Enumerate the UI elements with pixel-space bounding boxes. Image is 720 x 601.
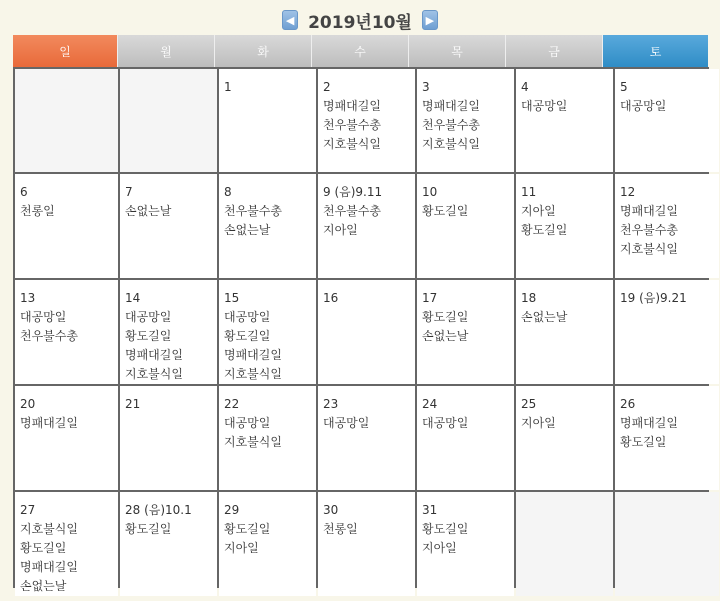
- day-event: 대공망일: [422, 416, 469, 430]
- day-event: 천우불수총: [620, 223, 678, 237]
- day-number: 25: [521, 397, 537, 411]
- weekday-sunday: 일: [13, 35, 118, 67]
- calendar-day-cell[interactable]: [15, 174, 118, 278]
- day-number: 1: [224, 80, 232, 94]
- calendar-day-cell[interactable]: [318, 386, 415, 490]
- day-number: 29: [224, 503, 240, 517]
- calendar-day-cell[interactable]: [417, 280, 514, 384]
- day-number: 19 (음)9.21: [620, 291, 687, 305]
- day-event: 명패대길일: [323, 99, 381, 113]
- calendar-day-cell[interactable]: [120, 280, 217, 384]
- day-number: 6: [20, 185, 28, 199]
- day-event: 황도길일: [224, 522, 271, 536]
- calendar-day-cell[interactable]: [417, 492, 514, 596]
- calendar-day-cell[interactable]: [219, 69, 316, 172]
- day-event: 천우불수총: [323, 204, 381, 218]
- day-event: 황도길일: [422, 522, 469, 536]
- weekday-wednesday: 수: [312, 35, 409, 67]
- day-event: 명패대길일: [620, 416, 678, 430]
- calendar-day-cell[interactable]: [516, 69, 613, 172]
- day-number: 12: [620, 185, 636, 199]
- day-event: 천롱일: [20, 204, 55, 218]
- calendar-day-cell[interactable]: [15, 386, 118, 490]
- calendar-grid: [13, 67, 709, 593]
- day-event: 지아일: [224, 541, 259, 555]
- calendar-day-cell[interactable]: [516, 174, 613, 278]
- calendar-day-cell[interactable]: [516, 280, 613, 384]
- day-number: 11: [521, 185, 537, 199]
- day-number: 15: [224, 291, 240, 305]
- day-event: 대공망일: [521, 99, 568, 113]
- weekday-thursday: 목: [409, 35, 506, 67]
- day-event: 지호불식일: [224, 435, 282, 449]
- calendar-day-cell[interactable]: [615, 69, 719, 172]
- day-event: 대공망일: [224, 310, 271, 324]
- day-event: 대공망일: [224, 416, 271, 430]
- calendar-day-cell[interactable]: [318, 69, 415, 172]
- day-number: 24: [422, 397, 438, 411]
- calendar-title: 2019년10월: [308, 12, 412, 33]
- day-event: 황도길일: [620, 435, 667, 449]
- day-number: 16: [323, 291, 339, 305]
- day-event: 손없는날: [224, 223, 271, 237]
- calendar-day-cell[interactable]: [120, 386, 217, 490]
- calendar-day-cell[interactable]: [120, 174, 217, 278]
- day-number: 13: [20, 291, 36, 305]
- calendar-cell-empty: [120, 69, 217, 172]
- day-number: 17: [422, 291, 438, 305]
- day-event: 대공망일: [125, 310, 172, 324]
- weekday-monday: 월: [118, 35, 215, 67]
- day-event: 천우불수총: [224, 204, 282, 218]
- day-event: 손없는날: [521, 310, 568, 324]
- day-number: 3: [422, 80, 430, 94]
- day-number: 22: [224, 397, 240, 411]
- day-number: 7: [125, 185, 133, 199]
- chevron-right-icon[interactable]: ▶: [422, 10, 438, 30]
- day-number: 14: [125, 291, 141, 305]
- day-event: 황도길일: [521, 223, 568, 237]
- calendar-day-cell[interactable]: [219, 174, 316, 278]
- day-number: 18: [521, 291, 537, 305]
- day-event: 손없는날: [20, 579, 67, 593]
- day-event: 천우불수총: [323, 118, 381, 132]
- day-event: 명패대길일: [20, 416, 78, 430]
- calendar-day-cell[interactable]: [417, 69, 514, 172]
- calendar-day-cell[interactable]: [615, 280, 719, 384]
- day-event: 명패대길일: [620, 204, 678, 218]
- calendar-day-cell[interactable]: [417, 174, 514, 278]
- day-event: 지아일: [323, 223, 358, 237]
- day-number: 10: [422, 185, 438, 199]
- day-number: 8: [224, 185, 232, 199]
- weekday-saturday: 토: [603, 35, 708, 67]
- calendar-header: [0, 8, 720, 32]
- day-number: 5: [620, 80, 628, 94]
- calendar: [13, 35, 709, 593]
- day-event: 지아일: [422, 541, 457, 555]
- day-event: 지호불식일: [422, 137, 480, 151]
- day-event: 천우불수총: [422, 118, 480, 132]
- day-number: 31: [422, 503, 438, 517]
- day-number: 30: [323, 503, 339, 517]
- day-number: 9 (음)9.11: [323, 185, 383, 199]
- day-event: 명패대길일: [224, 348, 282, 362]
- day-event: 황도길일: [224, 329, 271, 343]
- day-number: 23: [323, 397, 339, 411]
- calendar-day-cell[interactable]: [15, 492, 118, 596]
- day-event: 손없는날: [422, 329, 469, 343]
- calendar-day-cell[interactable]: [318, 280, 415, 384]
- weekday-tuesday: 화: [215, 35, 312, 67]
- calendar-cell-empty: [615, 492, 719, 596]
- day-event: 손없는날: [125, 204, 172, 218]
- calendar-day-cell[interactable]: [318, 492, 415, 596]
- day-event: 황도길일: [422, 310, 469, 324]
- day-event: 지호불식일: [224, 367, 282, 381]
- day-event: 지호불식일: [20, 522, 78, 536]
- day-event: 황도길일: [125, 329, 172, 343]
- day-number: 20: [20, 397, 36, 411]
- day-number: 27: [20, 503, 36, 517]
- day-number: 4: [521, 80, 529, 94]
- weekday-friday: 금: [506, 35, 603, 67]
- calendar-day-cell[interactable]: [120, 492, 217, 596]
- day-event: 지호불식일: [323, 137, 381, 151]
- day-event: 지호불식일: [125, 367, 183, 381]
- calendar-cell-empty: [15, 69, 118, 172]
- weekday-header-row: [13, 35, 709, 67]
- chevron-left-icon[interactable]: ◀: [282, 10, 298, 30]
- day-event: 대공망일: [20, 310, 67, 324]
- day-number: 21: [125, 397, 141, 411]
- day-event: 천우불수총: [20, 329, 78, 343]
- day-number: 26: [620, 397, 636, 411]
- day-event: 지호불식일: [620, 242, 678, 256]
- calendar-day-cell[interactable]: [516, 386, 613, 490]
- day-event: 대공망일: [323, 416, 370, 430]
- calendar-day-cell[interactable]: [219, 280, 316, 384]
- day-number: 2: [323, 80, 331, 94]
- day-event: 명패대길일: [20, 560, 78, 574]
- calendar-day-cell[interactable]: [615, 174, 719, 278]
- calendar-day-cell[interactable]: [15, 280, 118, 384]
- day-number: 28 (음)10.1: [125, 503, 192, 517]
- day-event: 명패대길일: [422, 99, 480, 113]
- calendar-day-cell[interactable]: [219, 492, 316, 596]
- day-event: 천롱일: [323, 522, 358, 536]
- day-event: 황도길일: [20, 541, 67, 555]
- day-event: 황도길일: [422, 204, 469, 218]
- day-event: 지아일: [521, 416, 556, 430]
- day-event: 명패대길일: [125, 348, 183, 362]
- calendar-day-cell[interactable]: [318, 174, 415, 278]
- calendar-day-cell[interactable]: [219, 386, 316, 490]
- day-event: 지아일: [521, 204, 556, 218]
- calendar-day-cell[interactable]: [615, 386, 719, 490]
- calendar-day-cell[interactable]: [417, 386, 514, 490]
- calendar-cell-empty: [516, 492, 613, 596]
- day-event: 황도길일: [125, 522, 172, 536]
- day-event: 대공망일: [620, 99, 667, 113]
